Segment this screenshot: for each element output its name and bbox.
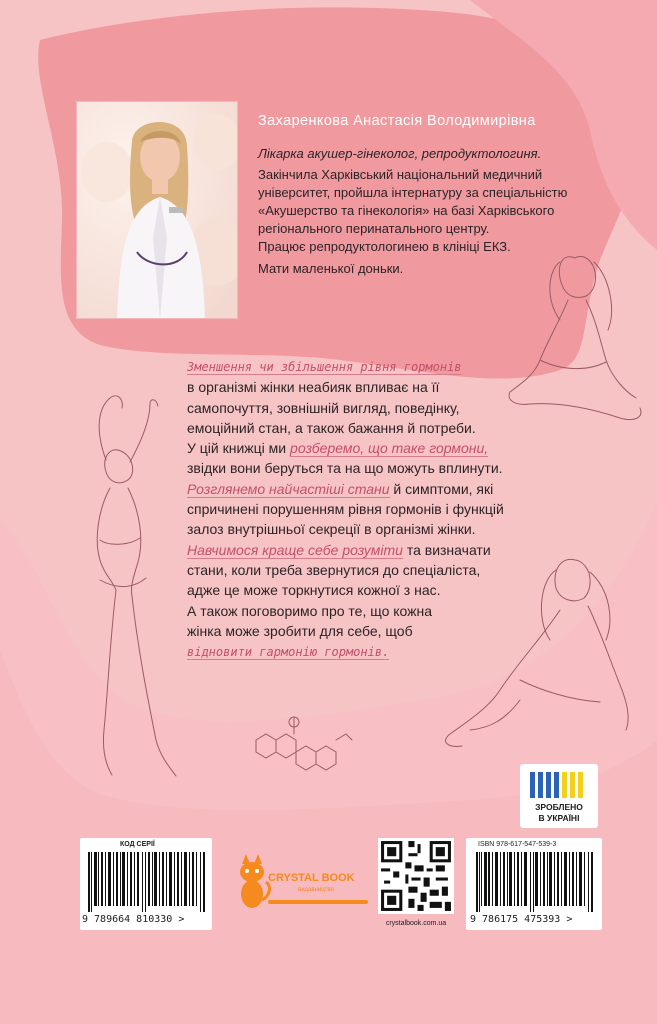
author-bio [258, 166, 598, 278]
highlight-phrase: Розглянемо найчастіші стани [187, 480, 390, 497]
series-barcode-digits: 9 789664 810330 > [82, 914, 185, 925]
qr-code-icon [378, 838, 454, 914]
series-code-label: КОД СЕРІЇ [120, 841, 155, 848]
description-line: стани, коли треба звернутися до спеціаліста, [187, 561, 481, 578]
description-line: А також поговоримо про те, що кожна [187, 602, 433, 619]
description-line: залоз внутрішньої секреції в організмі жінки. [187, 521, 476, 538]
description-line: адже це може торкнутися кожної з нас. [187, 582, 441, 599]
crayon-line-icon [268, 898, 368, 906]
bio-line: Працює репродуктологинею в клініці ЕКЗ. [258, 239, 511, 254]
barcode-icon [88, 852, 206, 912]
author-photo [76, 101, 238, 319]
badge-line: ЗРОБЛЕНО [535, 802, 583, 812]
publisher-qr [378, 838, 454, 934]
highlight-phrase: розберемо, що таке гормони, [290, 440, 489, 457]
publisher-brand: CRYSTAL BOOK [268, 872, 355, 884]
bio-line: університет, пройшла інтернатуру за спеціальністю [258, 185, 568, 200]
badge-line: В УКРАЇНІ [538, 813, 580, 823]
barcode-icon [476, 852, 594, 912]
description-line: спричинені порушенням рівня гормонів і функцій [187, 501, 504, 518]
series-barcode [80, 838, 212, 930]
description-line: в організмі жінки неабияк впливає на її [187, 379, 440, 396]
bio-line: регіонального перинатального центру. [258, 221, 490, 236]
isbn-barcode [466, 838, 602, 930]
publisher-sub: видавництво [298, 887, 334, 893]
description-text: й симптоми, які [389, 480, 494, 497]
highlight-phrase: Навчимося краще себе розуміти [187, 541, 403, 558]
bio-line: «Акушерство та гінекологія» на базі Харківського [258, 203, 555, 218]
author-role: Лікарка акушер-гінеколог, репродуктологиня. [258, 146, 542, 161]
highlight-phrase: відновити гармонію гормонів. [187, 645, 390, 660]
highlight-phrase: Зменшення чи збільшення рівня гормонів [187, 360, 462, 374]
isbn-barcode-digits: 9 786175 475393 > [470, 914, 573, 925]
description-text: та визначати [402, 541, 491, 558]
publisher-url: crystalbook.com.ua [385, 920, 447, 927]
description-line: звідки вони беруться та на що можуть вплинути. [187, 460, 503, 477]
description-text: У цій книжці ми [187, 440, 291, 457]
ukraine-stripes-icon [528, 770, 590, 800]
made-in-ukraine-badge [520, 764, 598, 828]
description-line: жінка може зробити для себе, щоб [187, 622, 413, 639]
bio-line: Закінчила Харківський національний медичний [258, 167, 543, 182]
cat-mascot-icon [232, 852, 272, 912]
publisher-logo [232, 850, 368, 914]
author-name: Захаренкова Анастасія Володимирівна [258, 113, 536, 129]
author-family: Мати маленької доньки. [258, 261, 404, 276]
description-line: самопочуття, зовнішній вигляд, поведінку, [187, 399, 460, 416]
description-line: емоційний стан, а також бажання й потреби. [187, 419, 476, 436]
isbn-label: ISBN 978-617-547-539-3 [478, 841, 557, 848]
book-description [187, 356, 587, 662]
